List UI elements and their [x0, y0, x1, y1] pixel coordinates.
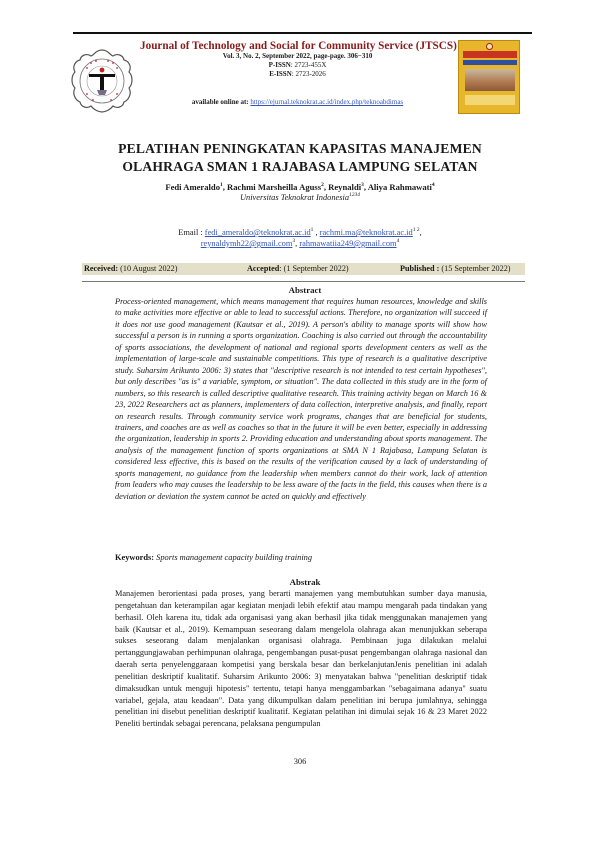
- abstrak-heading: Abstrak: [289, 577, 321, 587]
- email-link[interactable]: rahmawatiia249@gmail.com: [299, 239, 397, 248]
- received-value: (10 August 2022): [120, 264, 178, 273]
- published-date: [400, 263, 511, 275]
- page-number: 306: [293, 757, 307, 766]
- paper-title: [80, 140, 520, 176]
- paper-title-line-1: PELATIHAN PENINGKATAN KAPASITAS MANAJEMEN: [118, 141, 482, 156]
- e-issn: [140, 70, 455, 79]
- cover-footer-band: [465, 95, 515, 105]
- author: Reynaldi: [328, 182, 362, 192]
- author: Aliya Rahmawati: [367, 182, 432, 192]
- cover-subtitle-band: [463, 60, 517, 65]
- p-issn-value: : 2723-455X: [290, 61, 327, 69]
- p-issn-label: P-ISSN: [268, 61, 291, 69]
- dates-rule: [82, 281, 525, 282]
- abstrak-body: Manajemen berorientasi pada proses, yang berarti manajemen yang membutuhkan sumber daya manusia, pengetahuan dan keterampilan agar kegiatan menjadi lebih efektif atau mampu mengarah pada tindakan yang berhasil. Oleh karena itu, tidak ada organisasi yang akan berhasil jika tidak menggunakan manajemen yang baik (Kautsar et al., 2019). Kemampuan seseorang dalam mengelola olahraga akan menunjukkan seberapa sukses seseorang dalam menjalankan organisasi olahraga. Pembinaan juga dilakukan melalui pertanggungjawaban perhimpunan olahraga, pengembangan pusat-pusat pengembangan olahraga nasional dan daerah serta penyelenggaraan kompetisi yang berskala besar dan berkelanjutanJenis penelitian ini adalah penelitian deskriptif kualitatif. Suharsim Arikunto 2006: 3) menyatakan bahwa "penelitian deskriptif tidak dimaksudkan untuk menguji hipotesis" tertentu, tetapi hanya menggambarkan "sebagaimana adanya" suatu variabel, gejala, atau keadaan". Data yang dikumpulkan dalam penelitian ini berupa jumlahnya, sehingga penelitian ini disebut penelitian deskriptif kualitatif. Kegiatan pelatihan ini dimulai sejak 16 & 23 Maret 2022 Peneliti bertindak sebagai perencana, pelaksana pengumpulan: [115, 589, 487, 729]
- email-sup: 1: [310, 227, 314, 234]
- available-online: [140, 98, 455, 106]
- author: Rachmi Marsheilla Aguss: [227, 182, 322, 192]
- email-link[interactable]: rachmi.ma@teknokrat.ac.id: [319, 228, 413, 237]
- author: Fedi Ameraldo: [165, 182, 220, 192]
- accepted-date: [247, 263, 349, 275]
- cover-photo: [465, 69, 515, 91]
- dates-bar: [82, 263, 525, 275]
- published-label: Published :: [400, 264, 440, 273]
- cover-title-band: [463, 51, 517, 58]
- journal-header: [140, 40, 455, 79]
- abstract-body: Process-oriented management, which means management that requires human resources, knowledge and skills to make activities more effective or able to lead to successful actions. Therefore, no organization will succeed if it does not use good management (Kautsar et al., 2019). A person's ability to manage sports will show how successful a person is in running a sports organization. Coaching is also carried out through the accountability of sports associations, the development of national and regional sports development centers as well as the implementation of large-scale and sustainable competitions. This type of research is a qualitative descriptive study. Suharsim Arikunto 2006: 3) states that "descriptive research is not intended to test certain hypotheses", but only describes "as is" a variable, symptom, or situation". The data collected in this study are in the form of numbers, so this research is called descriptive qualitative research. This training activity began on March 16 & 23, 2022 Researchers act as planners, implementers of data collection, interpretive analysis, and finally, report on research results. Through community service work programs, changes that are beneficial for students, trainers, and coaches are as well as coaches so that in the future it will be even better, especially in addressing the organization, leadership in sports 2. Providing education and understanding about sports management. The analysis of the management function of sports organizations at SMA N 1 Rajabasa, Lampung Selatan is considered less effective, this is based on the results of the verification caused by a lack of understanding of sports management, no guidance from the leadership when members cannot do their work, lack of attention from leaders who may causes the leadership to be less aware of the facts in the field, this causes when there is a deviation or deviation the system cannot be acted on quickly and effectively: [115, 297, 487, 501]
- author-list: Fedi Ameraldo$^1$, Rachmi Marsheilla Aguss$^2$, Reynaldi$^3$, Aliya Rahmawati$^4$: [165, 182, 435, 192]
- accepted-value: : (1 September 2022): [279, 264, 349, 273]
- e-issn-label: E-ISSN: [269, 70, 292, 78]
- email-sup: 4: [396, 238, 400, 245]
- affiliation-name: Universitas Teknokrat Indonesia: [239, 193, 350, 202]
- cover-seal: [486, 43, 493, 50]
- email-link[interactable]: fedi_ameraldo@teknokrat.ac.id: [204, 228, 311, 237]
- published-value: (15 September 2022): [441, 264, 511, 273]
- journal-url-link[interactable]: https://ejurnal.teknokrat.ac.id/index.php/teknoabdimas: [250, 98, 404, 106]
- keywords-value: Sports management capacity building training: [156, 553, 313, 562]
- e-issn-value: : 2723-2026: [291, 70, 326, 78]
- journal-volume: Vol. 3, No. 2, September 2022, page-page. 306−310: [222, 52, 373, 60]
- keywords: [115, 553, 487, 562]
- email-sup: 1 2: [412, 227, 420, 234]
- university-seal-icon: [67, 46, 137, 116]
- email-block: Email : $fedi\_ameraldo@teknokrat.ac.id^1$ , $rachmi.ma@teknokrat.ac.id^{1 2}$, reynaldymh22@gmail.com$^3$, rahmawatiia249@gmail.com$^4$: [178, 227, 422, 248]
- email-label: Email :: [178, 228, 203, 237]
- available-label: available online at:: [191, 98, 249, 106]
- received-date: [84, 263, 177, 275]
- email-link[interactable]: reynaldymh22@gmail.com: [200, 239, 293, 248]
- accepted-label: Accepted: [247, 264, 280, 273]
- author-sup: 3: [361, 182, 364, 189]
- journal-title: Journal of Technology and Social for Community Service (JTSCS): [140, 40, 457, 52]
- affiliation-sup: 1234: [349, 192, 361, 199]
- header-rule: [73, 32, 532, 34]
- author-sup: 4: [431, 182, 435, 189]
- journal-cover-icon: [458, 40, 520, 114]
- affiliation: [80, 193, 520, 202]
- keywords-label: Keywords:: [115, 553, 155, 562]
- paper-title-line-2: OLAHRAGA SMAN 1 RAJABASA LAMPUNG SELATAN: [122, 159, 478, 174]
- author-sup: 1: [220, 182, 223, 189]
- p-issn: [140, 61, 455, 70]
- received-label: Received:: [84, 264, 119, 273]
- abstract-heading: Abstract: [288, 285, 322, 295]
- email-sup: 3: [292, 238, 296, 245]
- author-sup: 2: [321, 182, 324, 189]
